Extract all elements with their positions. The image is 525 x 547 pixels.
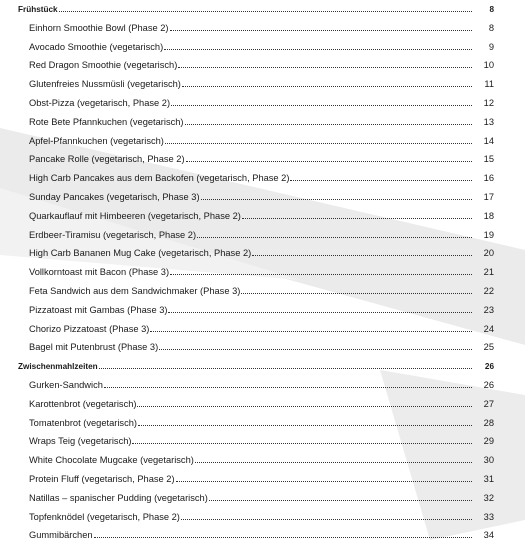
toc-entry[interactable] bbox=[0, 133, 525, 147]
entry-title: Avocado Smoothie (vegetarisch) bbox=[29, 41, 164, 52]
entry-title: Obst-Pizza (vegetarisch, Phase 2) bbox=[29, 98, 171, 108]
entry-title: Gummibärchen bbox=[29, 530, 93, 541]
page-number: 31 bbox=[483, 474, 494, 484]
dot-leader bbox=[195, 462, 472, 463]
dot-leader bbox=[209, 500, 472, 501]
toc-entry[interactable] bbox=[0, 114, 525, 128]
page-number: 16 bbox=[483, 173, 494, 184]
toc-entry[interactable] bbox=[0, 339, 525, 353]
entry-title: Rote Bete Pfannkuchen (vegetarisch) bbox=[29, 116, 184, 127]
toc-entry[interactable] bbox=[0, 452, 525, 466]
page-number: 30 bbox=[483, 455, 494, 466]
page-number: 23 bbox=[483, 304, 494, 315]
toc-section-heading[interactable] bbox=[0, 358, 525, 372]
page-number: 21 bbox=[483, 267, 494, 278]
toc-entry[interactable] bbox=[0, 302, 525, 316]
dot-leader bbox=[201, 199, 472, 200]
entry-title: Topfenknödel (vegetarisch, Phase 2) bbox=[29, 511, 180, 522]
toc-entry[interactable] bbox=[0, 245, 525, 259]
dot-leader bbox=[138, 425, 472, 426]
dot-leader bbox=[242, 218, 472, 219]
entry-title: High Carb Pancakes aus dem Backofen (vegetarisch, Phase 2) bbox=[29, 173, 290, 184]
dot-leader bbox=[94, 537, 472, 538]
toc-entry[interactable] bbox=[0, 527, 525, 541]
entry-title: Feta Sandwich aus dem Sandwichmaker (Phase 3) bbox=[29, 286, 241, 296]
dot-leader bbox=[164, 49, 472, 50]
page-number: 28 bbox=[483, 417, 494, 428]
toc-entry[interactable] bbox=[0, 396, 525, 410]
entry-title: Erdbeer-Tiramisu (vegetarisch, Phase 2) bbox=[29, 229, 197, 240]
entry-title: White Chocolate Mugcake (vegetarisch) bbox=[29, 455, 194, 466]
entry-title: Einhorn Smoothie Bowl (Phase 2) bbox=[29, 22, 169, 33]
page-number: 22 bbox=[483, 286, 494, 296]
toc-entry[interactable] bbox=[0, 283, 525, 297]
dot-leader bbox=[171, 105, 472, 106]
page-number: 26 bbox=[483, 380, 494, 390]
toc-entry[interactable] bbox=[0, 509, 525, 523]
toc-entry[interactable] bbox=[0, 76, 525, 90]
toc-entry[interactable] bbox=[0, 189, 525, 203]
page-number: 34 bbox=[483, 530, 494, 541]
entry-title: Gurken-Sandwich bbox=[29, 380, 103, 390]
toc-entry[interactable] bbox=[0, 264, 525, 278]
dot-leader bbox=[176, 481, 472, 482]
toc-section-heading[interactable] bbox=[0, 1, 525, 15]
toc-entry[interactable] bbox=[0, 471, 525, 485]
entry-title: Chorizo Pizzatoast (Phase 3) bbox=[29, 323, 150, 334]
toc-entry[interactable] bbox=[0, 20, 525, 34]
dot-leader bbox=[290, 180, 472, 181]
toc-entry[interactable] bbox=[0, 415, 525, 429]
toc-entry[interactable] bbox=[0, 321, 525, 335]
entry-title: Wraps Teig (vegetarisch) bbox=[29, 436, 132, 447]
page-number: 19 bbox=[483, 229, 494, 240]
toc-entry[interactable] bbox=[0, 57, 525, 71]
page-number: 10 bbox=[483, 60, 494, 71]
toc-entry[interactable] bbox=[0, 490, 525, 504]
entry-title: Quarkauflauf mit Himbeeren (vegetarisch, Phase 2) bbox=[29, 210, 241, 221]
page-number: 8 bbox=[489, 5, 494, 14]
dot-leader bbox=[159, 349, 472, 350]
page-number: 25 bbox=[483, 342, 494, 353]
toc-entry[interactable] bbox=[0, 208, 525, 222]
page-number: 32 bbox=[483, 492, 494, 503]
dot-leader bbox=[185, 124, 472, 125]
dot-leader bbox=[178, 67, 472, 68]
dot-leader bbox=[150, 331, 472, 332]
page-number: 18 bbox=[483, 210, 494, 221]
entry-title: Vollkorntoast mit Bacon (Phase 3) bbox=[29, 267, 170, 278]
page-number: 13 bbox=[483, 116, 494, 127]
page-number: 17 bbox=[483, 192, 494, 202]
entry-title: Bagel mit Putenbrust (Phase 3) bbox=[29, 342, 159, 353]
entry-title: Pancake Rolle (vegetarisch, Phase 2) bbox=[29, 154, 185, 165]
dot-leader bbox=[104, 387, 472, 388]
toc-entry[interactable] bbox=[0, 433, 525, 447]
entry-title: Karottenbrot (vegetarisch) bbox=[29, 398, 137, 409]
page-number: 12 bbox=[483, 98, 494, 108]
page-number: 33 bbox=[483, 511, 494, 522]
page-number: 9 bbox=[488, 41, 494, 52]
toc-entry[interactable] bbox=[0, 170, 525, 184]
dot-leader bbox=[132, 443, 472, 444]
toc-entry[interactable] bbox=[0, 227, 525, 241]
page-number: 11 bbox=[484, 79, 494, 90]
page-number: 27 bbox=[483, 398, 494, 409]
toc-entry[interactable] bbox=[0, 95, 525, 109]
dot-leader bbox=[168, 312, 472, 313]
dot-leader bbox=[197, 237, 472, 238]
dot-leader bbox=[252, 255, 472, 256]
entry-title: Red Dragon Smoothie (vegetarisch) bbox=[29, 60, 178, 71]
page-number: 8 bbox=[488, 22, 494, 33]
entry-title: Pizzatoast mit Gambas (Phase 3) bbox=[29, 304, 168, 315]
dot-leader bbox=[186, 161, 472, 162]
entry-title: High Carb Bananen Mug Cake (vegetarisch, Phase 2) bbox=[29, 248, 252, 259]
dot-leader bbox=[170, 30, 472, 31]
entry-title: Apfel-Pfannkuchen (vegetarisch) bbox=[29, 135, 164, 146]
dot-leader bbox=[182, 86, 472, 87]
section-title: Zwischenmahlzeiten bbox=[18, 362, 98, 372]
page-number: 14 bbox=[483, 135, 494, 146]
entry-title: Glutenfreies Nussmüsli (vegetarisch) bbox=[29, 79, 181, 90]
section-title: Frühstück bbox=[18, 5, 58, 14]
entry-title: Sunday Pancakes (vegetarisch, Phase 3) bbox=[29, 192, 200, 202]
dot-leader bbox=[137, 406, 472, 407]
dot-leader bbox=[181, 519, 472, 520]
entry-title: Protein Fluff (vegetarisch, Phase 2) bbox=[29, 474, 175, 484]
page-number: 15 bbox=[483, 154, 494, 165]
page-number: 24 bbox=[483, 323, 494, 334]
dot-leader bbox=[59, 11, 472, 12]
dot-leader bbox=[241, 293, 472, 294]
page-number: 29 bbox=[483, 436, 494, 447]
page-number: 20 bbox=[483, 248, 494, 259]
toc-entry[interactable] bbox=[0, 39, 525, 53]
entry-title: Tomatenbrot (vegetarisch) bbox=[29, 417, 137, 428]
dot-leader bbox=[170, 274, 472, 275]
page-number: 26 bbox=[484, 362, 494, 372]
entry-title: Natillas – spanischer Pudding (vegetarisch) bbox=[29, 492, 208, 503]
dot-leader bbox=[99, 368, 472, 369]
toc-entry[interactable] bbox=[0, 151, 525, 165]
dot-leader bbox=[165, 143, 472, 144]
toc-entry[interactable] bbox=[0, 377, 525, 391]
